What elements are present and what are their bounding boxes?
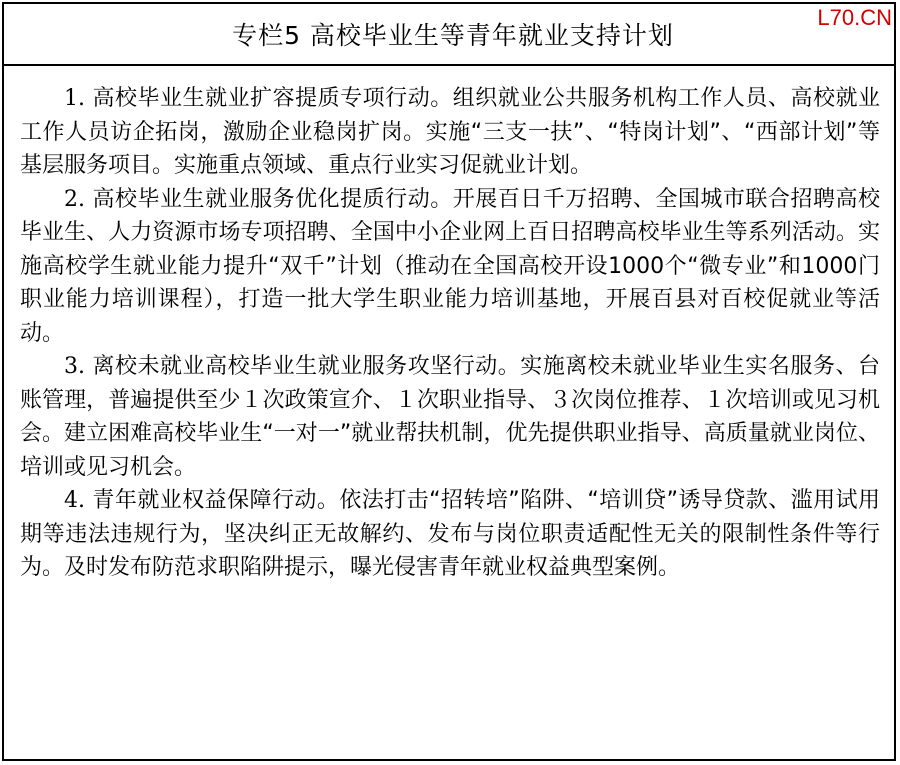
column-title: 专栏5 高校毕业生等青年就业支持计划 <box>232 21 674 50</box>
title-bar <box>4 4 894 66</box>
item-2-text: 开展百日千万招聘、全国城市联合招聘高校毕业生、人力资源市场专项招聘、全国中小企业网上百日招聘高校毕业生等系列活动。实施高校学生就业能力提升“双千”计划（推动在全国高校开设1000个“微专业”和1000门职业能力培训课程），打造一批大学生职业能力培训基地，开展百县对百校促就业等活动。 <box>20 186 880 346</box>
item-1 <box>20 82 880 183</box>
watermark-logo: L70.CN <box>817 5 892 30</box>
item-4-text: 依法打击“招转培”陷阱、“培训贷”诱导贷款、滥用试用期等违法违规行为，坚决纠正无故解约、发布与岗位职责适配性无关的限制性条件等行为。及时发布防范求职陷阱提示，曝光侵害青年就业权益典型案例。 <box>20 488 880 580</box>
item-4 <box>20 484 880 585</box>
item-3-lead: 3. 离校未就业高校毕业生就业服务攻坚行动。 <box>64 354 521 379</box>
column-box <box>2 2 896 761</box>
item-3-text: 实施离校未就业毕业生实名服务、台账管理，普遍提供至少１次政策宣介、１次职业指导、３次岗位推荐、１次培训或见习机会。建立困难高校毕业生“一对一”就业帮扶机制，优先提供职业指导、高质量就业岗位、培训或见习机会。 <box>20 354 880 480</box>
item-1-text: 组织就业公共服务机构工作人员、高校就业工作人员访企拓岗，激励企业稳岗扩岗。实施“三支一扶”、“特岗计划”、“西部计划”等基层服务项目。实施重点领域、重点行业实习促就业计划。 <box>20 86 880 178</box>
item-3 <box>20 350 880 484</box>
column-content <box>4 66 894 585</box>
item-1-lead: 1. 高校毕业生就业扩容提质专项行动。 <box>64 86 453 111</box>
item-2-lead: 2. 高校毕业生就业服务优化提质行动。 <box>64 186 453 212</box>
item-4-lead: 4. 青年就业权益保障行动。 <box>64 488 340 513</box>
item-2 <box>20 183 880 351</box>
